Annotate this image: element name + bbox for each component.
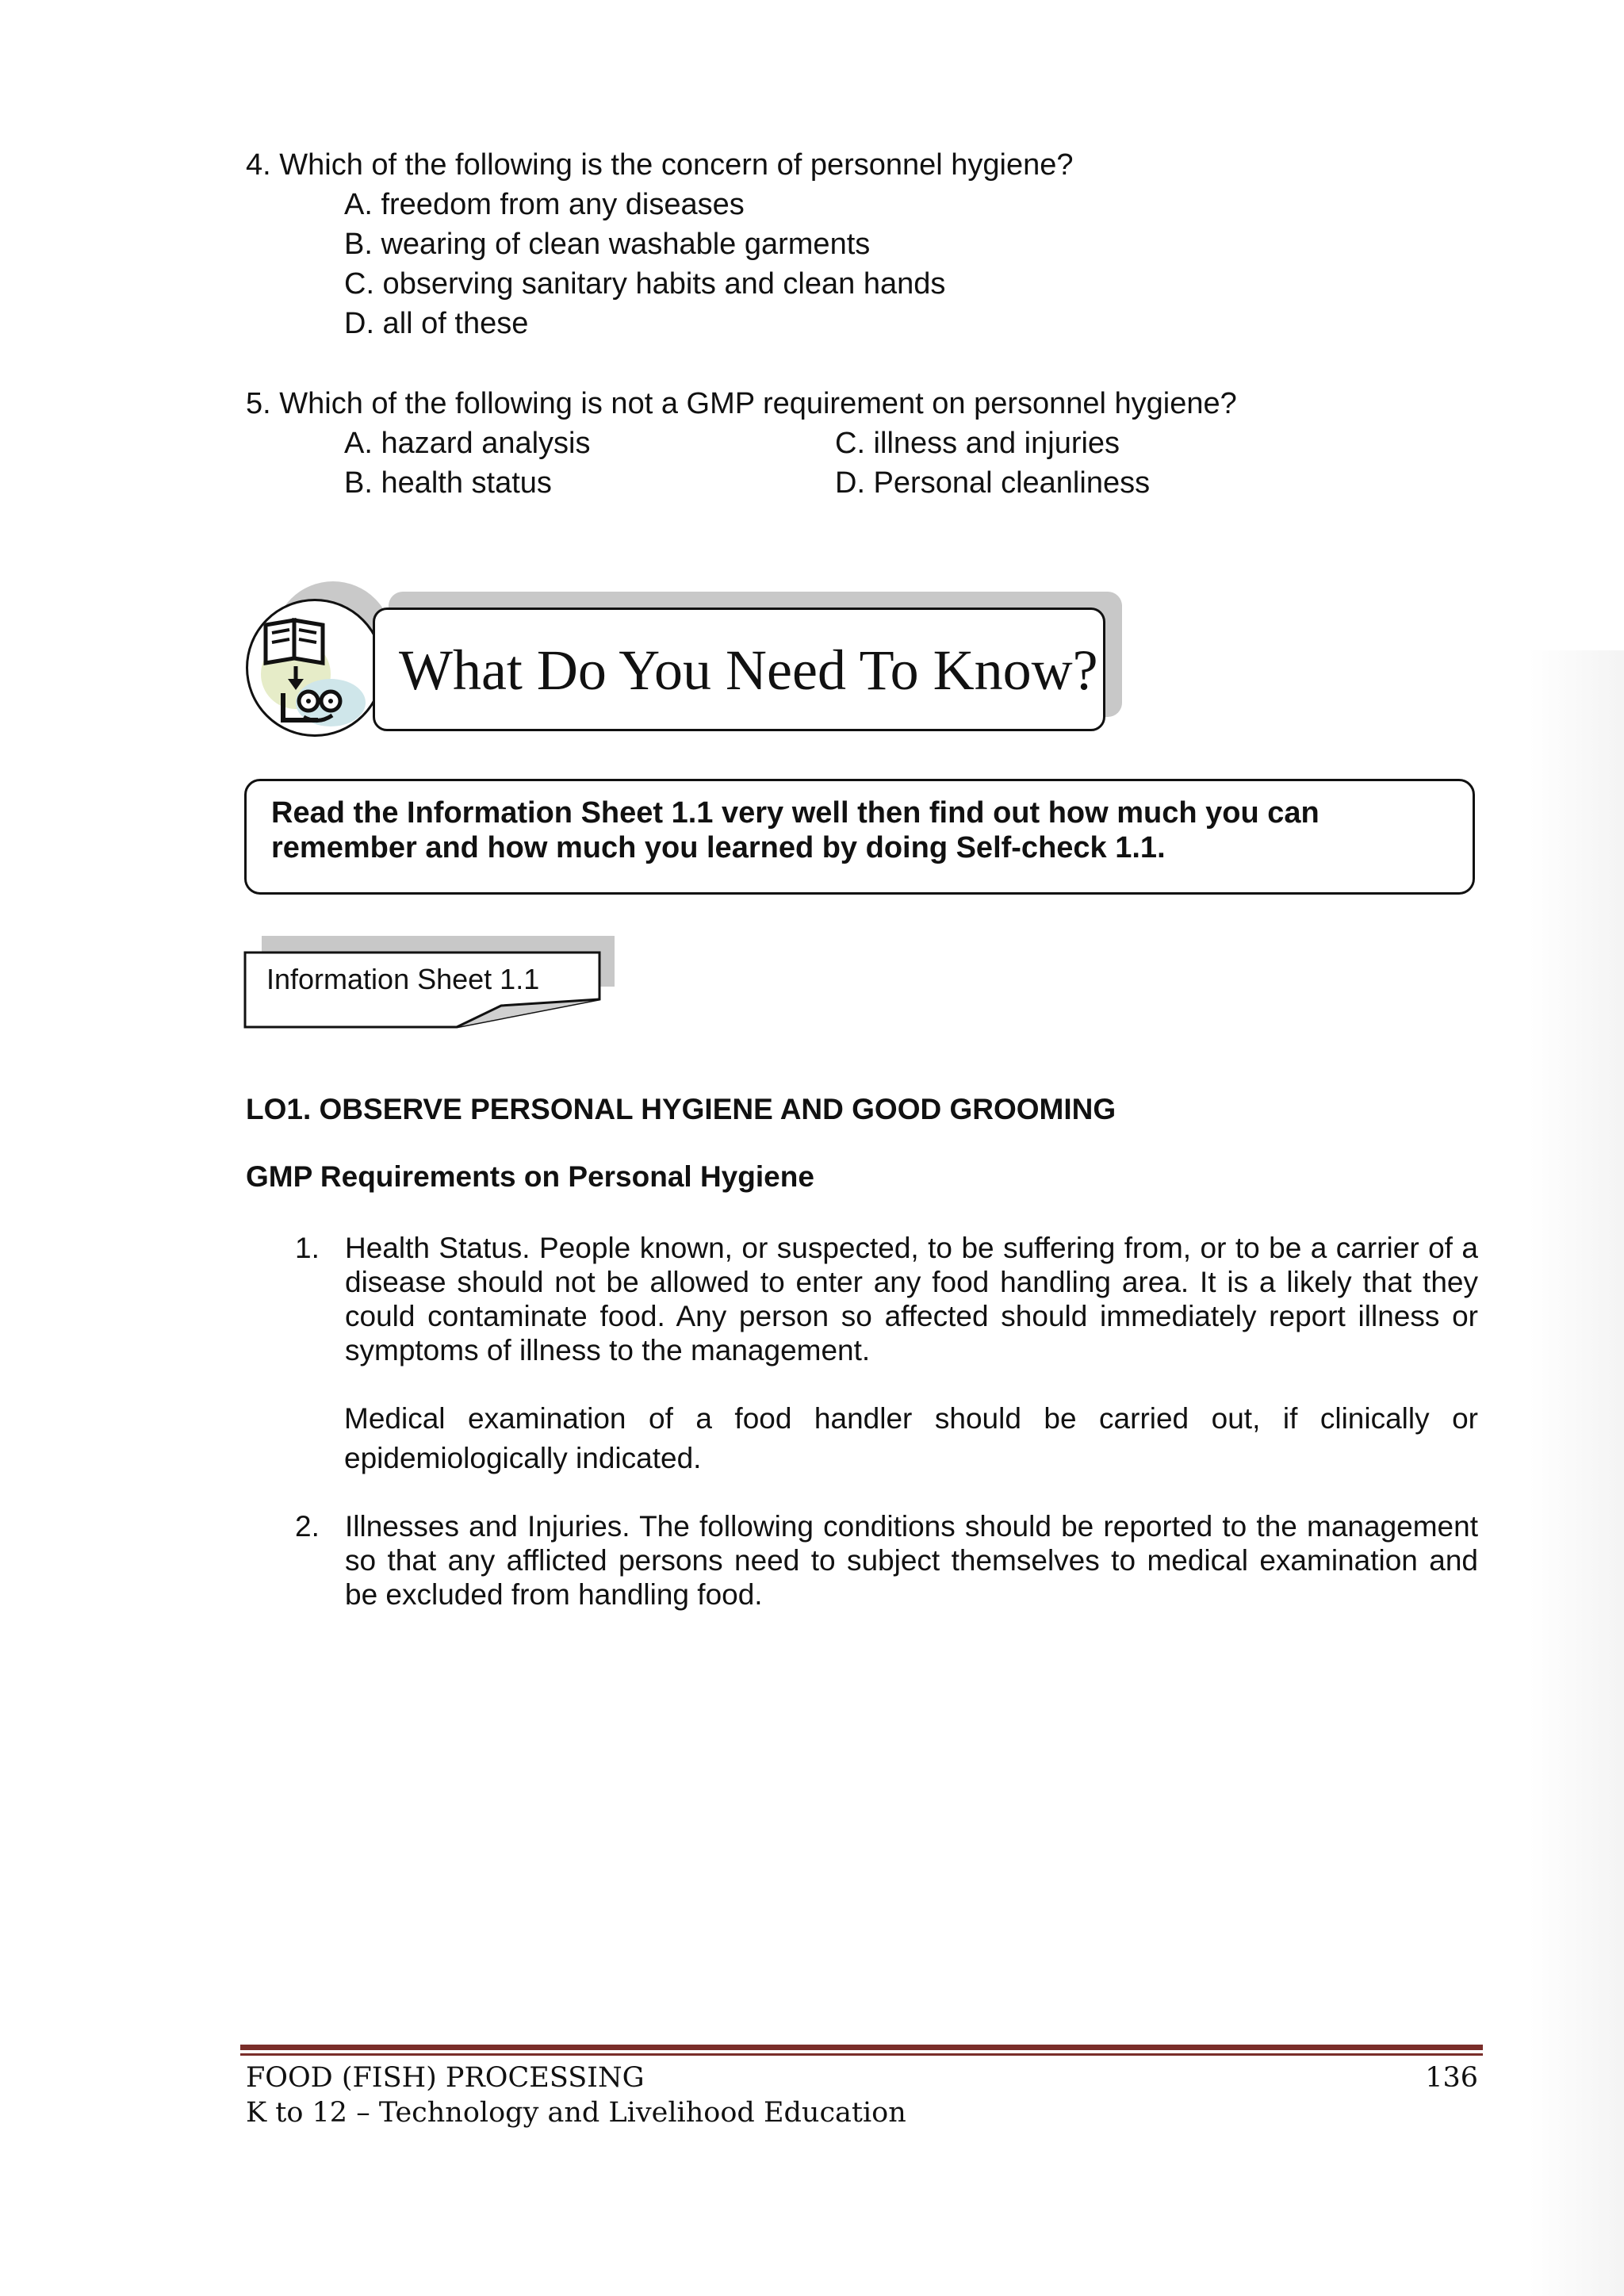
- footer-rule: [240, 2045, 1483, 2050]
- list-item-number: 2.: [295, 1510, 320, 1543]
- footer-title: FOOD (FISH) PROCESSING: [246, 2062, 645, 2094]
- question-stem: 5. Which of the following is not a GMP requirement on personnel hygiene?: [246, 387, 1237, 420]
- reading-person-book-icon: [246, 599, 384, 737]
- list-item-number: 1.: [295, 1232, 320, 1264]
- question-5: [246, 384, 1237, 500]
- list-item: [295, 1509, 1478, 1612]
- option: B. wearing of clean washable garments: [344, 228, 871, 261]
- option: A. freedom from any diseases: [344, 188, 745, 221]
- info-sheet-label: Information Sheet 1.1: [266, 963, 540, 995]
- section-banner-title: What Do You Need To Know?: [399, 638, 1098, 702]
- question-4: [246, 145, 1074, 340]
- option: B. health status: [344, 466, 552, 500]
- option: A. hazard analysis: [344, 427, 591, 460]
- lo-heading: LO1. OBSERVE PERSONAL HYGIENE AND GOOD GROOMING: [246, 1093, 1116, 1125]
- footer-subtitle: K to 12 – Technology and Livelihood Education: [246, 2097, 906, 2129]
- question-stem: 4. Which of the following is the concern of personnel hygiene?: [246, 148, 1074, 182]
- list-item-text: Illnesses and Injuries. The following conditions should be reported to the management so that any afflicted persons need to subject themselves to medical examination and be excluded from handling food.: [345, 1510, 1478, 1611]
- footer-rule: [240, 2053, 1483, 2056]
- list-item-text: Health Status. People known, or suspected, to be suffering from, or to be a carrier of a disease should not be allowed to enter any food handling area. It is a likely that they could contaminate food. Any person so affected should immediately report illness or symptoms of illness to the management.: [345, 1232, 1478, 1366]
- option: C. illness and injuries: [835, 427, 1120, 460]
- option: D. Personal cleanliness: [835, 466, 1151, 500]
- section-heading: GMP Requirements on Personal Hygiene: [246, 1160, 814, 1193]
- option: D. all of these: [344, 307, 529, 340]
- medical-paragraph: Medical examination of a food handler should be carried out, if clinically or epidemiologically indicated.: [344, 1402, 1478, 1474]
- page-number: 136: [1425, 2062, 1478, 2094]
- option: C. observing sanitary habits and clean hands: [344, 267, 946, 301]
- list-item: [295, 1231, 1478, 1367]
- page-edge-shade: [1529, 650, 1624, 2296]
- instruction-text: Read the Information Sheet 1.1 very well then find out how much you can remember and how much you learned by doing Self-check 1.1.: [271, 796, 1320, 864]
